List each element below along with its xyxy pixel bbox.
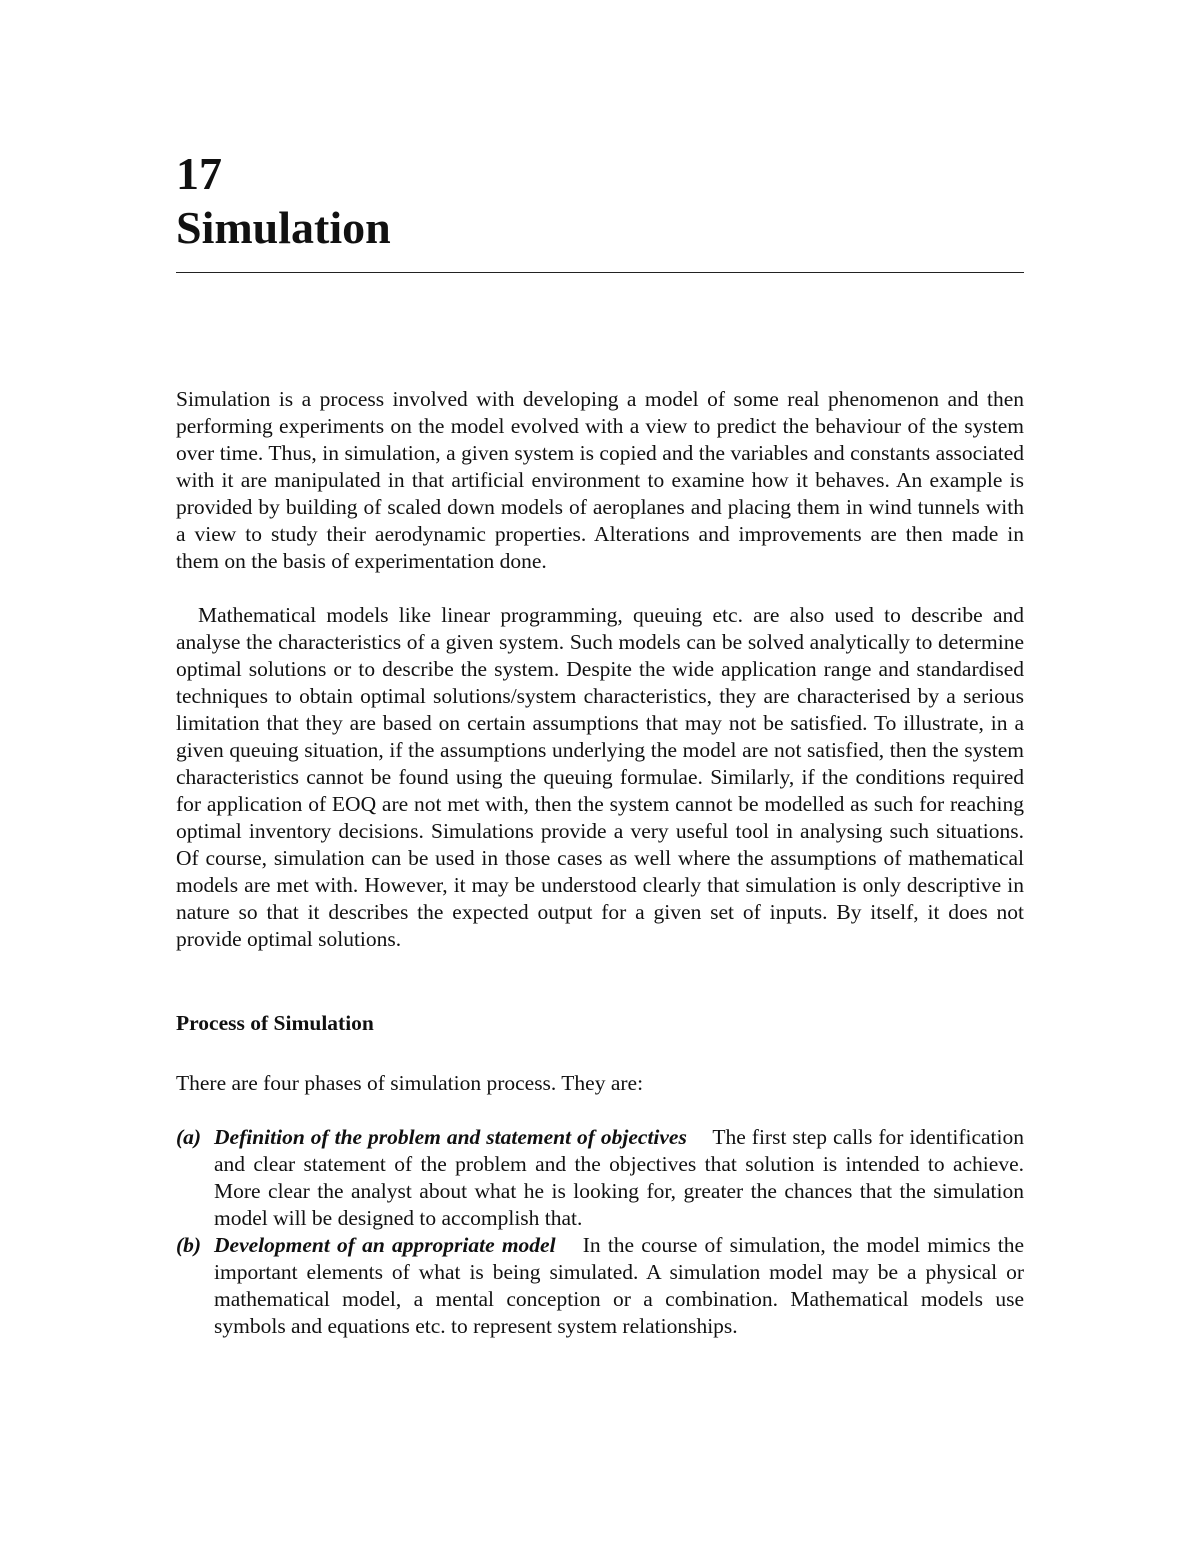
phase-item-b [176, 1232, 1024, 1340]
phase-marker: (b) [176, 1233, 202, 1257]
phase-text: In the course of simulation, the model mimics the important elements of what is being simulated. A simulation model may be a physical or mathematical model, a mental conception or a combination. Mathematical models use symbols and equations etc. to represent system relationships. [214, 1233, 1025, 1338]
title-divider [176, 272, 1024, 273]
chapter-number: 17 [176, 148, 222, 199]
phase-term: Definition of the problem and statement of objectives [214, 1125, 687, 1149]
chapter-title: Simulation [176, 202, 391, 253]
phase-item-a [176, 1124, 1024, 1232]
phase-marker: (a) [176, 1125, 202, 1149]
section-heading: Process of Simulation [176, 1011, 374, 1035]
phase-list [176, 1124, 1024, 1340]
section-intro: There are four phases of simulation process. They are: [176, 1071, 644, 1095]
phase-term: Development of an appropriate model [214, 1233, 556, 1257]
intro-paragraph-2: Mathematical models like linear programming, queuing etc. are also used to describe and analyse the characteristics of a given system. Such models can be solved analytically to determine optimal solutions or to describe the system. Despite the wide application range and standardised techniques to obtain optimal solutions/system characteristics, they are characterised by a serious limitation that they are based on certain assumptions that may not be satisfied. To illustrate, in a given queuing situation, if the assumptions underlying the model are not satisfied, then the system characteristics cannot be found using the queuing formulae. Similarly, if the conditions required for application of EOQ are not met with, then the system cannot be modelled as such for reaching optimal inventory decisions. Simulations provide a very useful tool in analysing such situations. Of course, simulation can be used in those cases as well where the assumptions of mathematical models are met with. However, it may be understood clearly that simulation is only descriptive in nature so that it describes the expected output for a given set of inputs. By itself, it does not provide optimal solutions. [176, 602, 1024, 951]
intro-paragraph-1: Simulation is a process involved with developing a model of some real phenomenon and then performing experiments on the model evolved with a view to predict the behaviour of the system over time. Thus, in simulation, a given system is copied and the variables and constants associated with it are manipulated in that artificial environment to examine how it behaves. An example is provided by building of scaled down models of aeroplanes and placing them in wind tunnels with a view to study their aerodynamic properties. Alterations and improvements are then made in them on the basis of experimentation done. [176, 386, 1024, 573]
phase-text: The first step calls for identification and clear statement of the problem and the objectives that solution is intended to achieve. More clear the analyst about what he is looking for, greater the chances that the simulation model will be designed to accomplish that. [214, 1125, 1024, 1230]
